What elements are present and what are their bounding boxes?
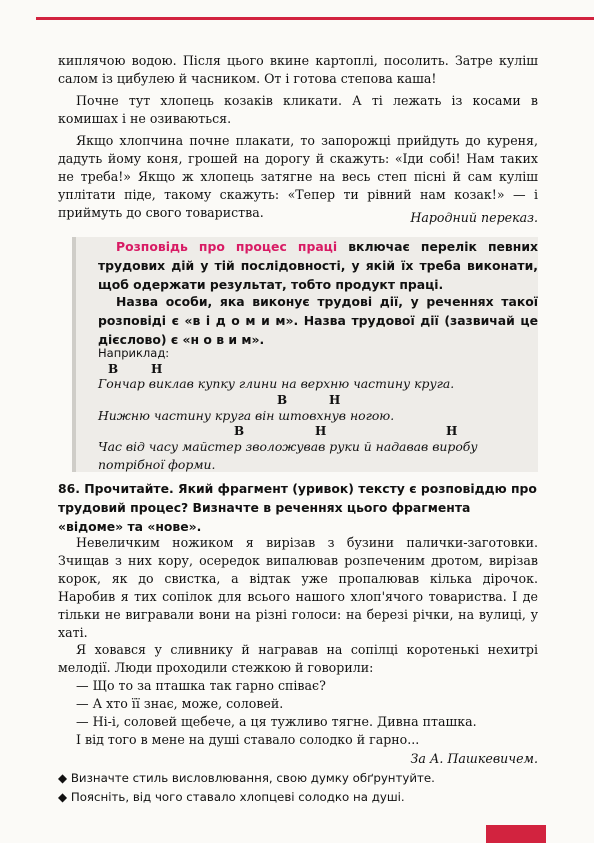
rule-paragraph-2: Назва особи, яка виконує трудові дії, у реченнях такої розповіді є «в і д о м и м». Назва трудової дії (зазвичай це дієслово) є «н о в и м».	[98, 294, 538, 347]
source-attribution: Народний переказ.	[410, 210, 538, 225]
rule-box-border	[72, 237, 76, 472]
mark-known: В	[277, 393, 288, 407]
question-1-text: Визначте стиль висловлювання, свою думку обґрунтуйте.	[70, 771, 435, 785]
rule-paragraph-1	[98, 237, 538, 294]
dialogue-line-3: — Ні-і, соловей щебече, а ця тужливо тягне. Дивна пташка.	[76, 714, 477, 729]
dialogue-line-2: — А хто її знає, може, соловей.	[76, 696, 284, 711]
page-number-tab	[486, 825, 546, 843]
mark-new: Н	[315, 424, 327, 438]
story-paragraph-1: Невеличким ножиком я вирізав з бузини палички-заготовки. Зчищав з них кору, осередок випалював розпеченим дротом, вирізав корок, як до свистка, а відтак уже пропалював кілька дірочок. Наробив я тих сопілок для всього нашого хлоп'ячого товариства. І де тільки не вигравали вони на різні голоси: на березі річки, на вулиці, у хаті.	[58, 535, 538, 640]
paragraph-2: Почне тут хлопець козаків кликати. А ті лежать із косами в комишах і не озиваються.	[58, 93, 538, 126]
dialogue-line-1: — Що то за пташка так гарно співає?	[76, 678, 326, 693]
mark-new: Н	[446, 424, 458, 438]
story-paragraph-2: Я ховався у сливнику й награвав на сопілці коротенькі нехитрі мелодії. Люди проходили стежкою й говорили:	[58, 642, 538, 675]
example-sentence-1: Гончар виклав купку глини на верхню частину круга.	[98, 376, 455, 391]
mark-new: Н	[329, 393, 341, 407]
exercise-task: 86. Прочитайте. Який фрагмент (уривок) тексту є розповіддю про трудовий процес? Визначте в реченнях цього фрагмента «відоме» та «нове».	[58, 481, 537, 534]
paragraph-1: киплячою водою. Після цього вкине картоплі, посолить. Затре куліш салом із цибулею й часником. От і готова степова каша!	[58, 53, 538, 86]
example-sentence-3: Час від часу майстер зволожував руки й надавав виробу потрібної форми.	[98, 439, 478, 472]
story-paragraph-3: І від того в мене на душі ставало солодко й гарно...	[76, 732, 420, 747]
question-1	[58, 771, 538, 785]
mark-known: В	[108, 362, 119, 376]
rule-text: включає перелік певних трудових дій у тій послідовності, у якій їх треба виконати, щоб одержати результат, тобто продукт праці.	[98, 239, 538, 292]
story-source: За А. Пашкевичем.	[410, 751, 538, 766]
mark-known: В	[234, 424, 245, 438]
example-sentence-2: Нижню частину круга він штовхнув ногою.	[98, 408, 395, 423]
bullet-icon: ◆	[58, 790, 68, 804]
question-2	[58, 790, 538, 804]
top-accent-bar	[36, 17, 594, 20]
mark-new: Н	[151, 362, 163, 376]
bullet-icon: ◆	[58, 771, 68, 785]
question-2-text: Поясніть, від чого ставало хлопцеві солодко на душі.	[70, 790, 405, 804]
paragraph-3: Якщо хлопчина почне плакати, то запорожці прийдуть до куреня, дадуть йому коня, грошей на дорогу й скажуть: «Іди собі! Нам таких не треба!» Якщо ж хлопець затягне на весь степ пісні й сам куліш уплітати піде, такому скажуть: «Тепер ти рівний нам козак!» — і приймуть до свого товариства.	[58, 133, 538, 220]
rule-term: Розповідь про процес праці	[116, 239, 338, 254]
example-label: Наприклад:	[98, 346, 170, 360]
